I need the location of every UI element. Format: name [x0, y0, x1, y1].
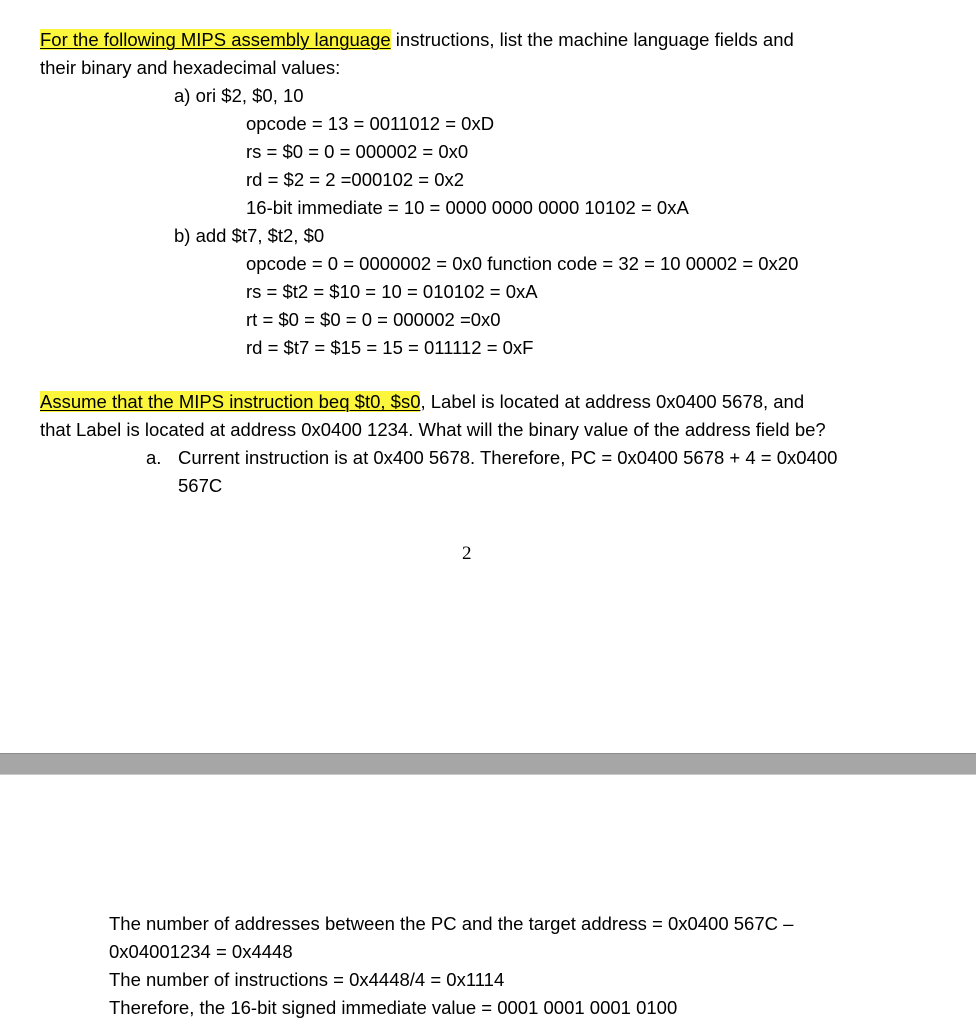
question1-prompt-line2: their binary and hexadecimal values:	[40, 57, 341, 78]
question2-highlighted-text: Assume that the MIPS instruction beq $t0, $s0	[40, 391, 421, 412]
question2-prompt-line2: that Label is located at address 0x0400 1234. What will the binary value of the address field be?	[40, 419, 826, 440]
question2-prompt-line1	[40, 388, 804, 416]
part-a-opcode: opcode = 13 = 0011012 = 0xD	[246, 113, 495, 134]
part-a-rs: rs = $0 = 0 = 000002 = 0x0	[246, 141, 469, 162]
answer-line1: Current instruction is at 0x400 5678. Therefore, PC = 0x0400 5678 + 4 = 0x0400	[178, 447, 838, 468]
page-separator	[0, 753, 976, 775]
part-a-rd: rd = $2 = 2 =000102 = 0x2	[246, 169, 465, 190]
continuation-line4: Therefore, the 16-bit signed immediate value = 0001 0001 0001 0100	[109, 997, 678, 1018]
question1-highlighted-text: For the following MIPS assembly language	[40, 29, 391, 50]
part-b-rs: rs = $t2 = $10 = 10 = 010102 = 0xA	[246, 281, 538, 302]
question2-prompt-rest: , Label is located at address 0x0400 5678, and	[420, 391, 805, 412]
part-a-immediate: 16-bit immediate = 10 = 0000 0000 0000 10102 = 0xA	[246, 197, 689, 218]
answer-list-marker: a.	[146, 447, 162, 468]
continuation-line3: The number of instructions = 0x4448/4 = 0x1114	[109, 969, 505, 990]
continuation-line2: 0x04001234 = 0x4448	[109, 941, 293, 962]
part-b-rt: rt = $0 = $0 = 0 = 000002 =0x0	[246, 309, 501, 330]
part-a-header: a) ori $2, $0, 10	[174, 85, 304, 106]
part-b-header: b) add $t7, $t2, $0	[174, 225, 325, 246]
answer-line2: 567C	[178, 475, 223, 496]
page-number: 2	[462, 543, 472, 564]
question1-prompt-rest: instructions, list the machine language fields and	[390, 29, 794, 50]
question1-prompt-line1	[40, 26, 794, 54]
part-b-rd: rd = $t7 = $15 = 15 = 011112 = 0xF	[246, 337, 534, 358]
part-b-opcode: opcode = 0 = 0000002 = 0x0 function code = 32 = 10 00002 = 0x20	[246, 253, 799, 274]
continuation-line1: The number of addresses between the PC and the target address = 0x0400 567C –	[109, 913, 794, 934]
